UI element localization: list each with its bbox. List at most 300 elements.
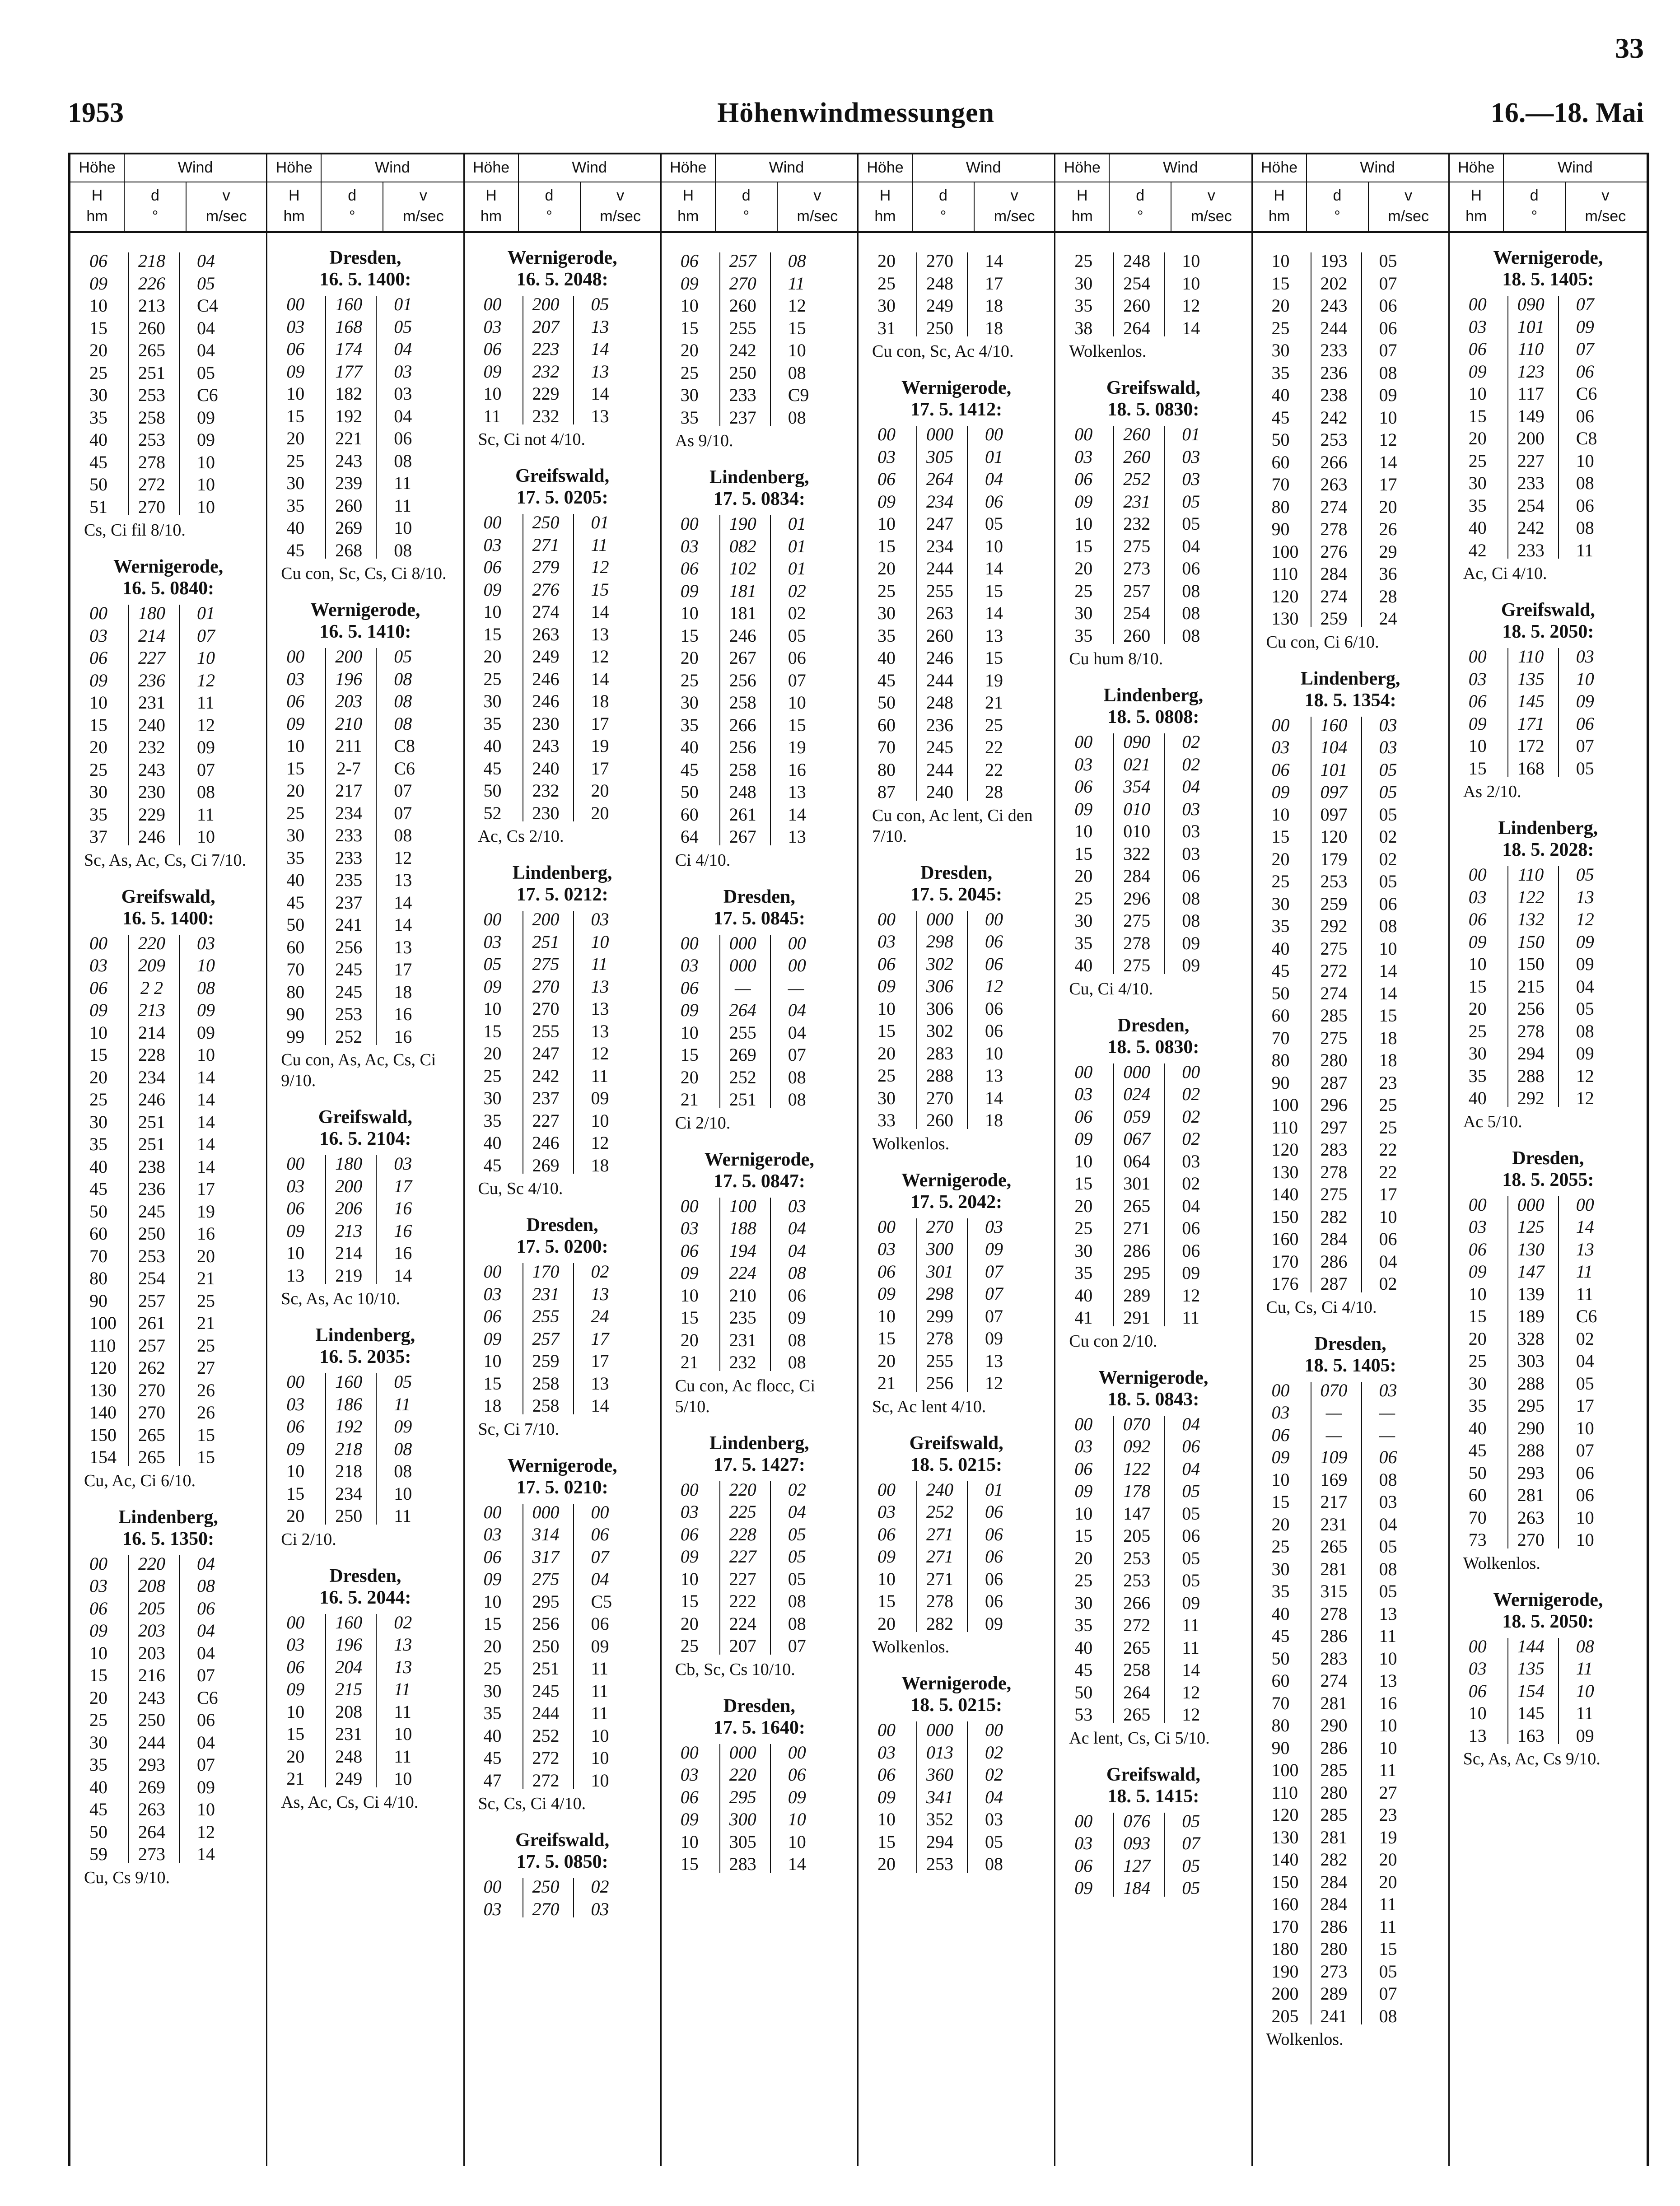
speed-value: 12	[1182, 1704, 1200, 1725]
cloud-note: Wolkenlos.	[872, 1637, 950, 1656]
table-row	[1450, 1484, 1647, 1506]
speed-value: 08	[394, 1461, 412, 1481]
speed-value: 07	[1576, 1440, 1594, 1460]
table-row	[662, 1808, 857, 1831]
direction-value: 256	[1517, 998, 1545, 1019]
speed-value: 09	[1576, 954, 1594, 974]
speed-value: 07	[788, 1636, 806, 1656]
station-title: Greifswald,	[1106, 1764, 1200, 1785]
height-value: 09	[680, 1263, 699, 1283]
speed-value: 07	[788, 1045, 806, 1065]
table-row	[662, 1501, 857, 1523]
station-block	[1253, 250, 1448, 653]
table-row	[70, 317, 266, 340]
direction-value: 231	[1123, 491, 1151, 512]
table-row	[859, 294, 1054, 317]
height-value: 03	[89, 625, 107, 646]
station-title: Dresden,	[723, 1695, 795, 1716]
height-value: 25	[89, 1089, 107, 1110]
speed-value: 08	[985, 1854, 1003, 1874]
table-row	[1450, 1725, 1647, 1747]
direction-value: 246	[532, 668, 560, 689]
header-d: d	[742, 187, 751, 204]
table-row	[70, 1021, 266, 1044]
speed-value: 10	[1576, 668, 1594, 689]
table-row	[267, 1745, 463, 1768]
speed-value: 05	[788, 1568, 806, 1589]
speed-value: 17	[985, 273, 1003, 294]
table-row	[662, 535, 857, 558]
table-row	[267, 802, 463, 825]
speed-value: 16	[1379, 1693, 1397, 1713]
cloud-note: Cu con, Sc, Ac 4/10.	[872, 342, 1014, 361]
direction-value: 232	[138, 737, 165, 757]
table-row	[1253, 1782, 1448, 1804]
speed-value: 06	[591, 1524, 609, 1544]
direction-value: 213	[138, 1000, 165, 1020]
table-row	[859, 1786, 1054, 1809]
direction-value: 256	[926, 1373, 953, 1393]
measurement-rows	[859, 1719, 1054, 1875]
speed-value: 08	[1182, 603, 1200, 623]
column-header	[1253, 154, 1448, 233]
height-value: 20	[680, 1067, 699, 1087]
height-value: 09	[877, 491, 896, 512]
direction-value: 220	[729, 1479, 756, 1500]
speed-value: 05	[1576, 998, 1594, 1019]
speed-value: 05	[1182, 491, 1200, 512]
table-row	[1450, 1417, 1647, 1440]
column-header	[1450, 154, 1647, 233]
table-row	[662, 647, 857, 669]
speed-value: 06	[1182, 1525, 1200, 1546]
speed-value: 13	[1576, 1239, 1594, 1259]
direction-value: 273	[1123, 558, 1151, 578]
table-row	[70, 1619, 266, 1642]
station-title: 18. 5. 0215:	[910, 1695, 1003, 1716]
direction-value: 189	[1517, 1306, 1545, 1326]
table-row	[1450, 1216, 1647, 1238]
direction-value: 249	[926, 295, 953, 316]
table-row	[662, 1613, 857, 1635]
speed-value: 05	[1182, 1570, 1200, 1590]
direction-value: 194	[729, 1240, 756, 1261]
height-value: 00	[483, 1261, 502, 1282]
table-row	[1450, 1328, 1647, 1350]
height-value: 06	[680, 1786, 699, 1807]
direction-value: 275	[1123, 955, 1151, 975]
direction-value: 276	[532, 579, 560, 600]
header-v: v	[1010, 187, 1018, 204]
table-row	[70, 272, 266, 295]
cloud-note: Ci 4/10.	[675, 850, 731, 870]
table-row	[1450, 360, 1647, 383]
measurement-rows	[859, 250, 1054, 339]
height-value: 25	[483, 1065, 502, 1086]
direction-value: 275	[532, 954, 560, 974]
speed-value: 06	[591, 1614, 609, 1634]
height-value: 25	[680, 1636, 699, 1656]
table-row	[70, 1357, 266, 1379]
speed-value: 04	[1182, 1413, 1200, 1434]
station-title: 17. 5. 1640:	[713, 1717, 805, 1738]
table-row	[465, 1568, 660, 1590]
station-title: 17. 5. 2045:	[910, 884, 1003, 905]
direction-value: 305	[926, 446, 953, 467]
speed-value: 09	[197, 429, 215, 450]
direction-value: 184	[1123, 1878, 1151, 1898]
speed-value: 13	[985, 1065, 1003, 1086]
direction-value: 228	[729, 1524, 756, 1544]
direction-value: 000	[729, 933, 756, 953]
direction-value: 205	[138, 1598, 165, 1618]
height-value: 64	[680, 826, 699, 847]
speed-value: 09	[197, 1022, 215, 1043]
direction-value: 013	[926, 1742, 953, 1763]
speed-value: 09	[1576, 316, 1594, 337]
height-value: 30	[1074, 1240, 1093, 1261]
cloud-note: Ac lent, Cs, Ci 5/10.	[1069, 1728, 1210, 1748]
station-block	[662, 466, 857, 871]
column-entries	[267, 247, 463, 1828]
direction-value: 287	[1320, 1273, 1348, 1294]
table-row	[1253, 714, 1448, 737]
table-row	[70, 1709, 266, 1731]
height-value: 50	[89, 1821, 107, 1842]
table-row	[267, 1197, 463, 1220]
measurement-rows	[267, 1611, 463, 1790]
height-value: 100	[1271, 541, 1299, 562]
measurement-rows	[662, 513, 857, 848]
speed-value: 10	[197, 955, 215, 975]
height-value: 00	[286, 294, 305, 314]
height-value: 80	[1271, 1715, 1290, 1735]
cloud-note: Cb, Sc, Cs 10/10.	[675, 1660, 795, 1679]
table-row	[465, 601, 660, 623]
direction-value: 228	[138, 1045, 165, 1065]
station-title: Wernigerode,	[901, 1673, 1012, 1694]
direction-value: 251	[729, 1089, 756, 1110]
height-value: 06	[680, 251, 699, 271]
table-row	[1253, 1692, 1448, 1715]
height-value: 35	[877, 625, 896, 646]
table-row	[859, 423, 1054, 446]
table-row	[267, 360, 463, 383]
direction-value: 260	[1123, 295, 1151, 316]
height-value: 09	[877, 1283, 896, 1304]
speed-value: 11	[394, 1506, 411, 1526]
table-row	[267, 1242, 463, 1264]
direction-value: 246	[138, 1089, 165, 1110]
direction-value: 322	[1123, 843, 1151, 864]
table-row	[662, 803, 857, 826]
height-value: 09	[483, 1328, 502, 1349]
direction-value: 301	[1123, 1173, 1151, 1194]
measurement-rows	[662, 932, 857, 1111]
table-row	[267, 914, 463, 936]
measurement-rows	[859, 908, 1054, 1132]
direction-value: 286	[1320, 1737, 1348, 1758]
direction-value: 243	[532, 736, 560, 756]
direction-value: 000	[729, 955, 756, 975]
table-row	[859, 714, 1054, 737]
direction-value: 258	[1123, 1660, 1151, 1680]
speed-value: 17	[394, 1175, 412, 1196]
table-row	[70, 1334, 266, 1357]
speed-value: 14	[1182, 317, 1200, 338]
table-row	[465, 1635, 660, 1658]
table-row	[1253, 1848, 1448, 1871]
speed-value: C6	[1576, 1306, 1597, 1326]
direction-value: 178	[1123, 1481, 1151, 1501]
speed-value: 02	[1182, 732, 1200, 752]
speed-value: 16	[394, 1198, 412, 1218]
speed-value: C6	[1576, 383, 1597, 404]
height-value: 00	[1074, 1810, 1093, 1831]
table-column	[1450, 154, 1647, 2166]
speed-value: 07	[197, 1665, 215, 1685]
speed-value: 05	[197, 273, 215, 294]
header-date: 16.—18. Mai	[1490, 98, 1644, 128]
table-row	[1055, 1637, 1251, 1659]
speed-value: 10	[591, 1725, 609, 1746]
table-row	[465, 1875, 660, 1898]
station-block	[859, 250, 1054, 362]
height-value: 06	[1271, 759, 1290, 780]
measurement-rows	[1253, 1379, 1448, 2028]
direction-value: 260	[1123, 446, 1151, 467]
direction-value: 249	[335, 1768, 363, 1789]
height-value: 00	[1468, 1194, 1487, 1215]
header-deg: °	[743, 208, 750, 225]
speed-value: 06	[1379, 893, 1397, 914]
speed-value: 08	[1379, 362, 1397, 383]
direction-value: 286	[1320, 1251, 1348, 1272]
height-value: 09	[286, 713, 305, 734]
header-msec: m/sec	[1585, 208, 1626, 225]
direction-value: 222	[729, 1591, 756, 1611]
table-row	[1055, 1435, 1251, 1458]
header-d: d	[348, 187, 357, 204]
direction-value: 179	[1320, 849, 1348, 869]
speed-value: 14	[1576, 1217, 1594, 1237]
height-value: 40	[89, 429, 107, 450]
station-title: Dresden,	[329, 247, 401, 268]
height-value: 09	[680, 580, 699, 601]
speed-value: 13	[1576, 886, 1594, 907]
table-row	[1055, 1502, 1251, 1525]
height-value: 25	[483, 668, 502, 689]
table-row	[1253, 1206, 1448, 1228]
speed-value: 05	[788, 1546, 806, 1567]
direction-value: 265	[1123, 1637, 1151, 1658]
height-value: 06	[286, 1416, 305, 1436]
measurement-rows	[1055, 1413, 1251, 1726]
height-value: 15	[89, 1045, 107, 1065]
speed-value: 13	[591, 406, 609, 426]
table-row	[662, 759, 857, 781]
direction-value: 210	[335, 713, 363, 734]
direction-value: 200	[335, 646, 363, 667]
speed-value: 01	[788, 536, 806, 556]
direction-value: 237	[729, 407, 756, 428]
speed-value: 06	[1576, 713, 1594, 734]
table-row	[1253, 541, 1448, 563]
height-value: 06	[286, 1656, 305, 1677]
table-row	[1253, 781, 1448, 803]
speed-value: 10	[394, 1483, 412, 1504]
speed-value: 06	[985, 931, 1003, 951]
speed-value: 10	[788, 1831, 806, 1852]
speed-value: 28	[985, 782, 1003, 802]
direction-value: 147	[1123, 1503, 1151, 1524]
speed-value: 05	[1182, 513, 1200, 534]
speed-value: 10	[1576, 1507, 1594, 1528]
speed-value: 26	[1379, 519, 1397, 539]
speed-value: 05	[1379, 804, 1397, 825]
speed-value: 12	[1576, 1065, 1594, 1086]
speed-value: 13	[394, 1634, 412, 1655]
direction-value: 109	[1320, 1447, 1348, 1467]
height-value: 00	[89, 1553, 107, 1574]
speed-value: 14	[1379, 983, 1397, 1003]
height-value: 205	[1271, 2005, 1299, 2026]
direction-value: 233	[1517, 540, 1545, 560]
height-value: 15	[286, 1724, 305, 1744]
speed-value: 11	[1379, 1760, 1397, 1780]
table-row	[1450, 316, 1647, 338]
speed-value: 03	[197, 933, 215, 953]
direction-value: —	[1325, 1424, 1342, 1445]
direction-value: 253	[138, 385, 165, 405]
measurement-rows	[465, 1501, 660, 1792]
direction-value: 236	[138, 670, 165, 690]
station-title: 16. 5. 1350:	[122, 1528, 215, 1549]
height-value: 15	[1074, 1525, 1093, 1546]
table-row	[70, 339, 266, 362]
height-value: 130	[1271, 608, 1299, 629]
cloud-note: Cu, Cs 9/10.	[84, 1868, 170, 1887]
table-row	[1253, 848, 1448, 871]
direction-value: 149	[1517, 406, 1545, 426]
speed-value: 03	[985, 1216, 1003, 1237]
direction-value: 290	[1517, 1418, 1545, 1438]
station-title: Wernigerode,	[1493, 247, 1603, 268]
speed-value: 15	[788, 317, 806, 338]
speed-value: 03	[788, 1195, 806, 1216]
speed-value: 19	[788, 737, 806, 757]
speed-value: 11	[1576, 1658, 1593, 1679]
table-row	[1055, 625, 1251, 647]
measurement-rows	[267, 293, 463, 561]
table-row	[1055, 1855, 1251, 1877]
height-value: 00	[877, 1720, 896, 1740]
speed-value: 02	[591, 1261, 609, 1282]
direction-value: 261	[138, 1313, 165, 1333]
direction-value: 271	[926, 1546, 953, 1567]
speed-value: 09	[1379, 385, 1397, 405]
speed-value: 04	[1576, 1351, 1594, 1371]
table-row	[1055, 932, 1251, 955]
station-title: Dresden,	[1512, 1147, 1584, 1169]
direction-value: 266	[729, 714, 756, 735]
header-v: v	[616, 187, 625, 204]
height-value: 00	[680, 513, 699, 534]
table-row	[1253, 406, 1448, 429]
speed-value: 22	[1379, 1161, 1397, 1182]
speed-value: 06	[985, 998, 1003, 1019]
station-title: 18. 5. 0830:	[1107, 1036, 1199, 1058]
speed-value: 11	[1576, 1283, 1594, 1304]
direction-value: 245	[926, 737, 953, 757]
direction-value: 241	[1320, 2005, 1348, 2026]
table-row	[1253, 1424, 1448, 1446]
table-row	[662, 736, 857, 759]
height-value: 15	[1271, 1492, 1290, 1512]
speed-value: 11	[1182, 1307, 1199, 1328]
header-wind: Wind	[966, 159, 1001, 176]
table-row	[662, 1831, 857, 1853]
speed-value: 06	[788, 648, 806, 668]
speed-value: 05	[985, 1831, 1003, 1852]
height-value: 09	[680, 273, 699, 294]
height-value: 09	[483, 361, 502, 382]
speed-value: 04	[1379, 1251, 1397, 1272]
height-value: 09	[1468, 361, 1487, 382]
speed-value: 05	[1182, 1810, 1200, 1831]
speed-value: 19	[591, 736, 609, 756]
speed-value: 04	[1182, 1195, 1200, 1216]
speed-value: C6	[394, 758, 415, 779]
height-value: 140	[89, 1402, 117, 1422]
height-value: 10	[877, 1809, 896, 1829]
speed-value: 02	[788, 580, 806, 601]
speed-value: 08	[1182, 625, 1200, 646]
direction-value: 181	[729, 580, 756, 601]
header-deg: °	[546, 208, 552, 225]
speed-value: 06	[1182, 558, 1200, 578]
height-value: 50	[877, 692, 896, 713]
table-row	[70, 362, 266, 384]
height-value: 20	[1468, 1328, 1487, 1349]
direction-value: 234	[926, 536, 953, 556]
speed-value: 09	[1182, 1263, 1200, 1283]
table-row	[1055, 1128, 1251, 1150]
direction-value: 254	[138, 1268, 165, 1288]
height-value: 20	[89, 340, 107, 360]
height-value: 00	[877, 909, 896, 929]
direction-value: 286	[1320, 1626, 1348, 1646]
table-row	[70, 1664, 266, 1687]
height-value: 03	[877, 446, 896, 467]
height-value: 03	[877, 1502, 896, 1522]
speed-value: 11	[1576, 1261, 1593, 1282]
cloud-note: Cu, Ci 4/10.	[1069, 979, 1153, 998]
table-row	[1055, 1877, 1251, 1899]
station-title: 17. 5. 2042:	[910, 1191, 1003, 1213]
header-H: H	[1274, 187, 1285, 204]
direction-value: 278	[926, 1591, 953, 1611]
table-row	[1450, 382, 1647, 405]
direction-value: 180	[335, 1153, 363, 1174]
height-value: 09	[877, 1786, 896, 1807]
table-row	[662, 580, 857, 602]
speed-value: 12	[1379, 429, 1397, 450]
height-value: 25	[1074, 1570, 1093, 1590]
direction-value: 238	[138, 1156, 165, 1177]
speed-value: 02	[985, 1742, 1003, 1763]
header-deg: °	[1137, 208, 1143, 225]
